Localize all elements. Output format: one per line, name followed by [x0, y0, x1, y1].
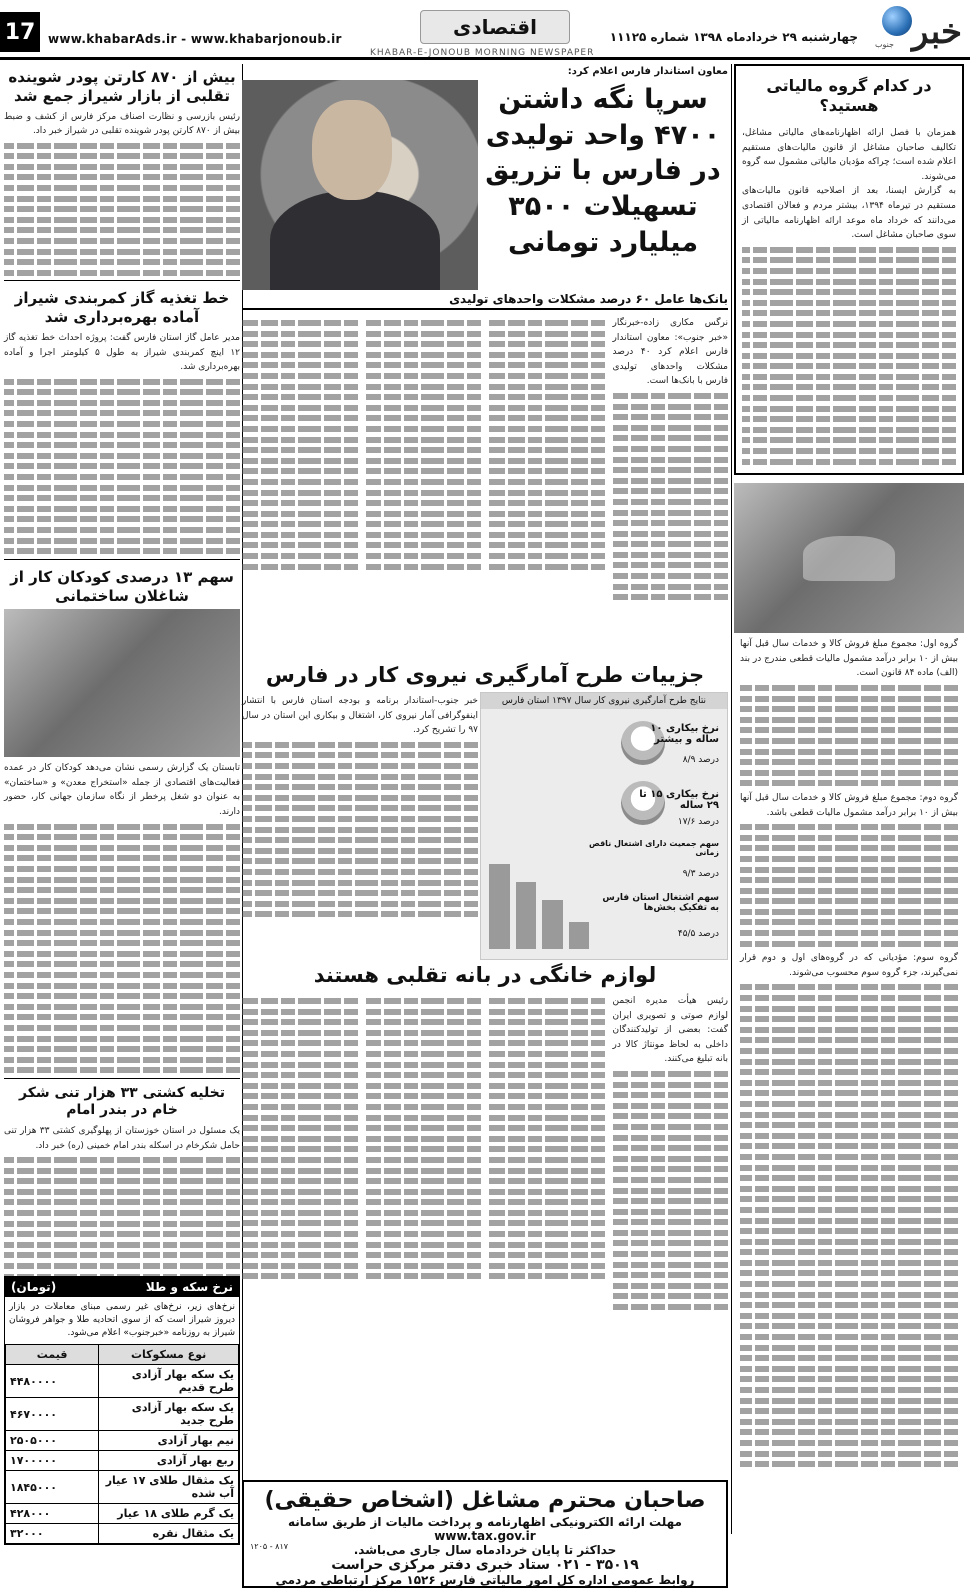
- price-table: [5, 1344, 239, 1544]
- coin-name: یک سکه بهار آزادی طرح قدیم: [99, 1365, 239, 1398]
- article-text: گروه سوم: مؤدیانی که در گروه‌های اول و دوم قرار نمی‌گیرند، جزء گروه سوم محسوب می‌شوند.: [740, 953, 958, 978]
- masthead: [0, 0, 970, 60]
- story-kicker: معاون استاندار فارس اعلام کرد:: [567, 66, 728, 77]
- table-row: [6, 1365, 239, 1398]
- stat-value: ۹/۳ درصد: [682, 869, 719, 879]
- article-text: همزمان با فصل ارائه اظهارنامه‌های مالیاتی مشاغل، تکالیف صاحبان مشاغل از قانون مالیات‌های مستقیم اعلام شده است؛ چراکه مؤدیان مالیاتی مشمول سه گروه می‌شوند.: [742, 128, 956, 182]
- main-story-area: [242, 64, 728, 1587]
- home-appliance-header: [242, 962, 728, 988]
- section-label: اقتصادی: [420, 10, 570, 44]
- article-text: به گزارش ایسنا، بعد از اصلاحیه قانون مالیات‌های مستقیم در تیرماه ۱۳۹۴، بیشتر مردم و فعالان اقتصادی می‌دانند که خرداد ماه موعد ارائه اظهارنامه مالیاتی از سوی صاحبان مشاغل است.: [742, 186, 956, 241]
- tax-advertisement: [242, 1480, 728, 1588]
- stat-value: ۱۷/۶ درصد: [677, 817, 719, 827]
- newspaper-logo: [867, 4, 962, 54]
- article-title: تخلیه کشتی ۳۳ هزار تنی شکر خام در بندر امام: [4, 1078, 240, 1124]
- table-row: [6, 1471, 239, 1504]
- text-block: [740, 685, 958, 786]
- infographic-caption: نتایج طرح آمارگیری نیروی کار سال ۱۳۹۷ استان فارس: [481, 693, 727, 709]
- globe-icon: [882, 6, 912, 36]
- column-header: قیمت: [6, 1345, 99, 1365]
- paper-name: KHABAR-E-JONOUB MORNING NEWSPAPER: [370, 48, 595, 58]
- home-appliance-body: رئیس هیأت مدیره انجمن لوازم صوتی و تصویری ایران گفت: بعضی از تولیدکنندگان داخلی به لحاظ مونتاژ کالا در بانه تبلیغ می‌کنند.: [242, 994, 728, 1315]
- labor-infographic: [480, 692, 728, 960]
- table-row: [6, 1451, 239, 1471]
- infographic-header: [242, 662, 728, 690]
- price-header: [5, 1277, 239, 1297]
- coin-price: ۲۵۰۵۰۰۰: [6, 1431, 99, 1451]
- ad-line: روابط عمومی اداره کل امور مالیاتی فارس ۱۵۲۶ مرکز ارتباطی مردمی: [275, 1573, 695, 1587]
- article-text: رئیس بازرسی و نظارت اصناف مرکز فارس از کشف و ضبط بیش از ۸۷۰ کارتن پودر شوینده تقلبی در شیراز خبر داد.: [4, 111, 240, 137]
- coin-price: ۴۴۸۰۰۰۰: [6, 1365, 99, 1398]
- sector-bars: [489, 859, 589, 949]
- logo-sub: جنوب: [874, 40, 894, 49]
- coin-name: یک گرم طلای ۱۸ عیار: [99, 1504, 239, 1524]
- price-unit: (تومان): [11, 1280, 57, 1294]
- article-text: مدیر عامل گاز استان فارس گفت: پروژه احداث خط تغذیه گاز ۱۲ اینچ کمربندی شیراز به طول ۵ کیلومتر اجرا و آماده بهره‌برداری شد.: [4, 332, 240, 373]
- table-row: [6, 1524, 239, 1544]
- stat-value: ۴۵/۵ درصد: [677, 929, 719, 939]
- coin-price: ۳۲۰۰۰: [6, 1524, 99, 1544]
- infographic-title: جزییات طرح آمارگیری نیروی کار در فارس: [265, 663, 705, 687]
- official-portrait: [242, 80, 478, 290]
- article-text: گروه دوم: مجموع مبلغ فروش کالا و خدمات سال قبل آنها بیش از ۱۰ برابر درآمد مشمول مالیات قطعی باشد.: [740, 792, 958, 818]
- price-title: نرخ سکه و طلا: [145, 1280, 233, 1294]
- table-row: [6, 1504, 239, 1524]
- story-body: [242, 316, 728, 605]
- table-row: [6, 1431, 239, 1451]
- ad-line: ۳۵۰۱۹ - ۰۲۱ ستاد خبری دفتر مرکزی حراست: [331, 1557, 639, 1573]
- column-header: نوع مسکوکات: [99, 1345, 239, 1365]
- story-lead: نرگس مکاری زاده-خبرنگار «خبر جنوب»: معاون استاندار فارس اعلام کرد ۴۰ درصد مشکلات واحدهای تولیدی فارس با بانک‌ها است.: [612, 318, 728, 387]
- article-text: یک مسئول در استان خوزستان از پهلوگیری کشتی ۳۳ هزار تنی حامل شکرخام در اسکله بندر امام خمینی (ره) خبر داد.: [4, 1125, 240, 1151]
- article-title: در کدام گروه مالیاتی هستید؟: [734, 64, 964, 122]
- page-number: 17: [0, 12, 40, 52]
- home-appliance-title: لوازم خانگی در بانه تقلبی هستند: [313, 963, 657, 987]
- price-note: نرخ‌های زیر، نرخ‌های غیر رسمی مبنای معاملات در بازار دیروز شیراز است که از سوی اتحادیه طلا و جواهر فروشان شیراز به روزنامه «خبرجنوب» اعلام می‌شود.: [9, 1302, 235, 1338]
- infographic-text: خبر جنوب-استاندار برنامه و بودجه استان فارس با انتشار اینفوگرافی آمار نیروی کار، اشتغال و بیکاری این استان در سال ۹۷ را تشریح کرد.: [242, 694, 478, 922]
- stat-label: نرخ بیکاری ۱۵ تا ۲۹ ساله: [639, 789, 719, 811]
- coin-price: ۴۶۷۰۰۰۰: [6, 1398, 99, 1431]
- price-rows: [6, 1365, 239, 1544]
- coin-price: ۱۸۴۵۰۰۰: [6, 1471, 99, 1504]
- tax-photo: [734, 483, 964, 633]
- website-link[interactable]: www.khabarAds.ir - www.khabarjonoub.ir: [48, 32, 342, 46]
- coin-name: ربع بهار آزادی: [99, 1451, 239, 1471]
- stat-label: سهم اشتغال استان فارس به تفکیک بخش‌ها: [602, 893, 719, 913]
- text-block: [740, 824, 958, 947]
- text-block: [742, 247, 956, 465]
- ad-line: حداکثر تا پایان خردادماه سال جاری می‌باشد.: [353, 1543, 617, 1557]
- stat-label: نرخ بیکاری ۱۰ ساله و بیشتر: [650, 723, 719, 745]
- stat-label: سهم جمعیت دارای اشتغال ناقص زمانی: [589, 839, 719, 857]
- issue-date: چهارشنبه ۲۹ خردادماه ۱۳۹۸ شماره ۱۱۱۲۵: [609, 30, 858, 44]
- table-row: [6, 1398, 239, 1431]
- article-text: تابستان یک گزارش رسمی نشان می‌دهد کودکان کار در عمده فعالیت‌های اقتصادی از جمله «استخراج معدن» و «ساختمان» به عنوان دو شغل پرخطر از نگاه سازمان جهانی کار، حضور دارند.: [4, 763, 240, 818]
- logo-text: خبر: [911, 12, 962, 52]
- gold-price-box: [4, 1276, 240, 1545]
- coin-name: نیم بهار آزادی: [99, 1431, 239, 1451]
- article-title: سهم ۱۳ درصدی کودکان کار از شاغلان ساختمانی: [4, 559, 240, 610]
- stat-value: ۸/۹ درصد: [682, 755, 719, 765]
- coin-price: ۴۲۸۰۰۰: [6, 1504, 99, 1524]
- ad-code: ۱۲۰۵ - ۸۱۷: [250, 1542, 289, 1551]
- coin-name: یک سکه بهار آزادی طرح جدید: [99, 1398, 239, 1431]
- coin-name: یک مثقال نقره: [99, 1524, 239, 1544]
- ad-line: مهلت ارائه الکترونیکی اظهارنامه و پرداخت مالیات از طریق سامانه www.tax.gov.ir: [288, 1515, 682, 1543]
- coin-name: یک مثقال طلای ۱۷ عیار آب شده: [99, 1471, 239, 1504]
- article-text: گروه اول: مجموع مبلغ فروش کالا و خدمات سال قبل آنها بیش از ۱۰ برابر درآمد مشمول مالیات قطعی مندرج در بند (الف) ماده ۸۴ قانون است.: [740, 639, 958, 679]
- column-divider: [731, 64, 732, 1534]
- text-block: [740, 984, 958, 1467]
- story-subtitle: بانک‌ها عامل ۶۰ درصد مشکلات واحدهای تولیدی: [242, 292, 728, 310]
- child-labor-photo: [4, 609, 240, 757]
- right-column: [734, 64, 964, 1534]
- main-headline: سرپا نگه داشتن ۴۷۰۰ واحد تولیدی در فارس با تزریق تسهیلات ۳۵۰۰ میلیارد تومانی: [485, 84, 721, 258]
- ad-title: صاحبان محترم مشاغل (اشخاص حقیقی): [264, 1488, 706, 1513]
- coin-price: ۱۷۰۰۰۰۰: [6, 1451, 99, 1471]
- article-title: خط تغذیه گاز کمربندی شیراز آماده بهره‌برداری شد: [4, 280, 240, 331]
- article-title: بیش از ۸۷۰ کارتن پودر شوینده تقلبی از بازار شیراز جمع شد: [8, 68, 236, 105]
